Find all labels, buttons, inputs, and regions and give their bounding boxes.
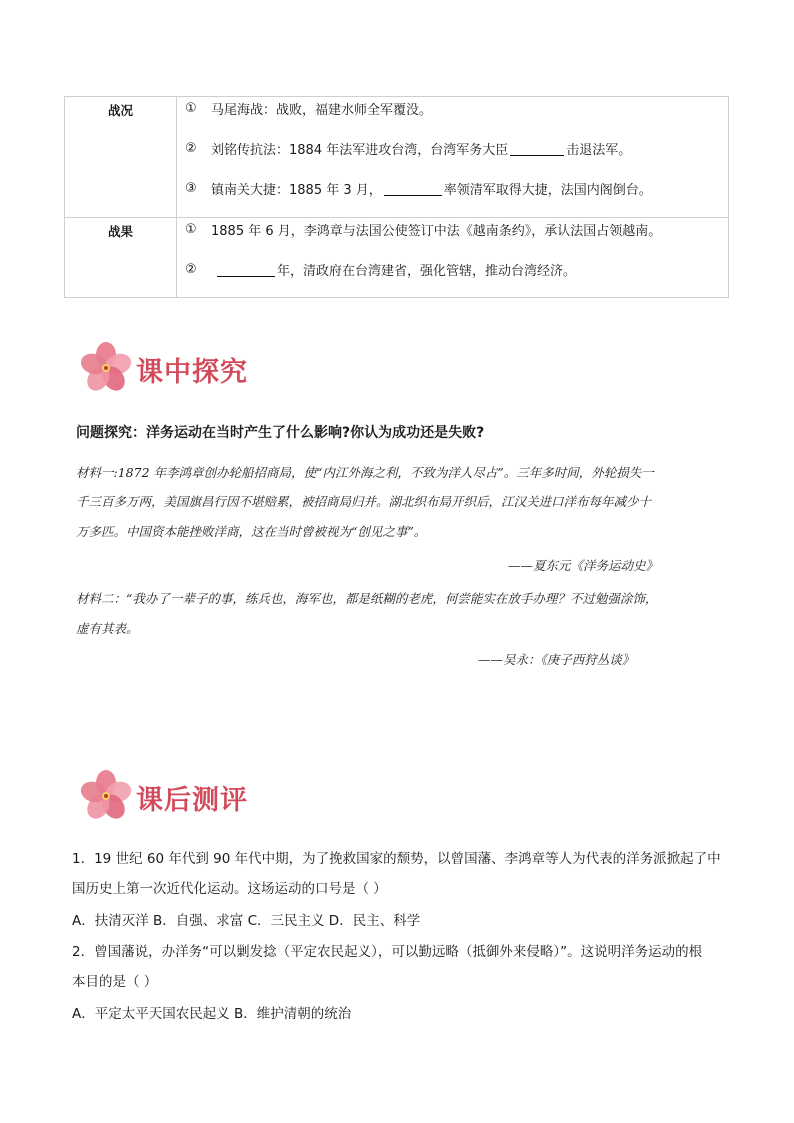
source-citation-1: ——夏东元《洋务运动史》 (508, 558, 659, 573)
fill-blank[interactable] (510, 141, 564, 156)
row-content-result (177, 218, 729, 298)
material-2-line: 虚有其表。 (76, 621, 139, 636)
source-citation-2: ——吴永：《庚子西狩丛谈》 (478, 652, 635, 667)
row-label-result: 战果 (65, 218, 177, 298)
table-row-result (65, 218, 729, 298)
material-1-line: 材料一:1872 年李鸿章创办轮船招商局，使“内江外海之利，不致为洋人尽占”。三年多时间，外轮损失一 (76, 465, 654, 480)
list-item: ③ 镇南关大捷：1885 年 3 月， 率领清军取得大捷，法国内阁倒台。 (185, 180, 652, 198)
section-title-after-class: 课后测评 (136, 785, 248, 816)
fill-blank[interactable] (217, 262, 275, 277)
material-2-line: 材料二：“我办了一辈子的事，练兵也，海军也，都是纸糊的老虎，何尝能实在放手办理？不过勉强涂饰， (76, 591, 658, 606)
section-title-in-class: 课中探究 (136, 357, 248, 388)
list-item: ② 年，清政府在台湾建省，强化管辖，推动台湾经济。 (185, 261, 577, 279)
material-1-line: 万多匹。中国资本能挫败洋商，这在当时曾被视为“创见之事”。 (76, 524, 427, 539)
question-1-line: 国历史上第一次近代化运动。这场运动的口号是（ ） (72, 881, 387, 897)
material-1-line: 千三百多万两，美国旗昌行因不堪赔累，被招商局归并。湖北织布局开织后，江汉关进口洋布每年减少十 (76, 494, 652, 509)
question-1-line: 1．19 世纪 60 年代到 90 年代中期，为了挽救国家的颓势，以曾国藩、李鸿章等人为代表的洋务派掀起了中 (72, 851, 721, 867)
question-1-options: A．扶清灭洋 B．自强、求富 C．三民主义 D．民主、科学 (72, 913, 421, 929)
list-item: ② 刘铭传抗法：1884 年法军进攻台湾，台湾军务大臣 击退法军。 (185, 140, 632, 158)
question-2-line: 2．曾国藩说，办洋务“可以剿发捻（平定农民起义），可以勤远略（抵御外来侵略）”。这说明洋务运动的根 (72, 944, 703, 960)
list-item: ① 马尾海战：战败，福建水师全军覆没。 (185, 100, 433, 118)
question-heading: 问题探究：洋务运动在当时产生了什么影响?你认为成功还是失败? (76, 425, 485, 441)
info-table (64, 96, 729, 298)
list-item: ① 1885 年 6 月，李鸿章与法国公使签订中法《越南条约》，承认法国占领越南。 (185, 221, 662, 239)
row-content-battle (177, 97, 729, 218)
row-label-battle: 战况 (65, 97, 177, 218)
flower-icon (78, 340, 134, 396)
fill-blank[interactable] (384, 181, 442, 196)
question-2-options: A．平定太平天国农民起义 B．维护清朝的统治 (72, 1006, 352, 1022)
question-2-line: 本目的是（ ） (72, 974, 158, 990)
table-row-battle (65, 97, 729, 218)
flower-icon (78, 768, 134, 824)
